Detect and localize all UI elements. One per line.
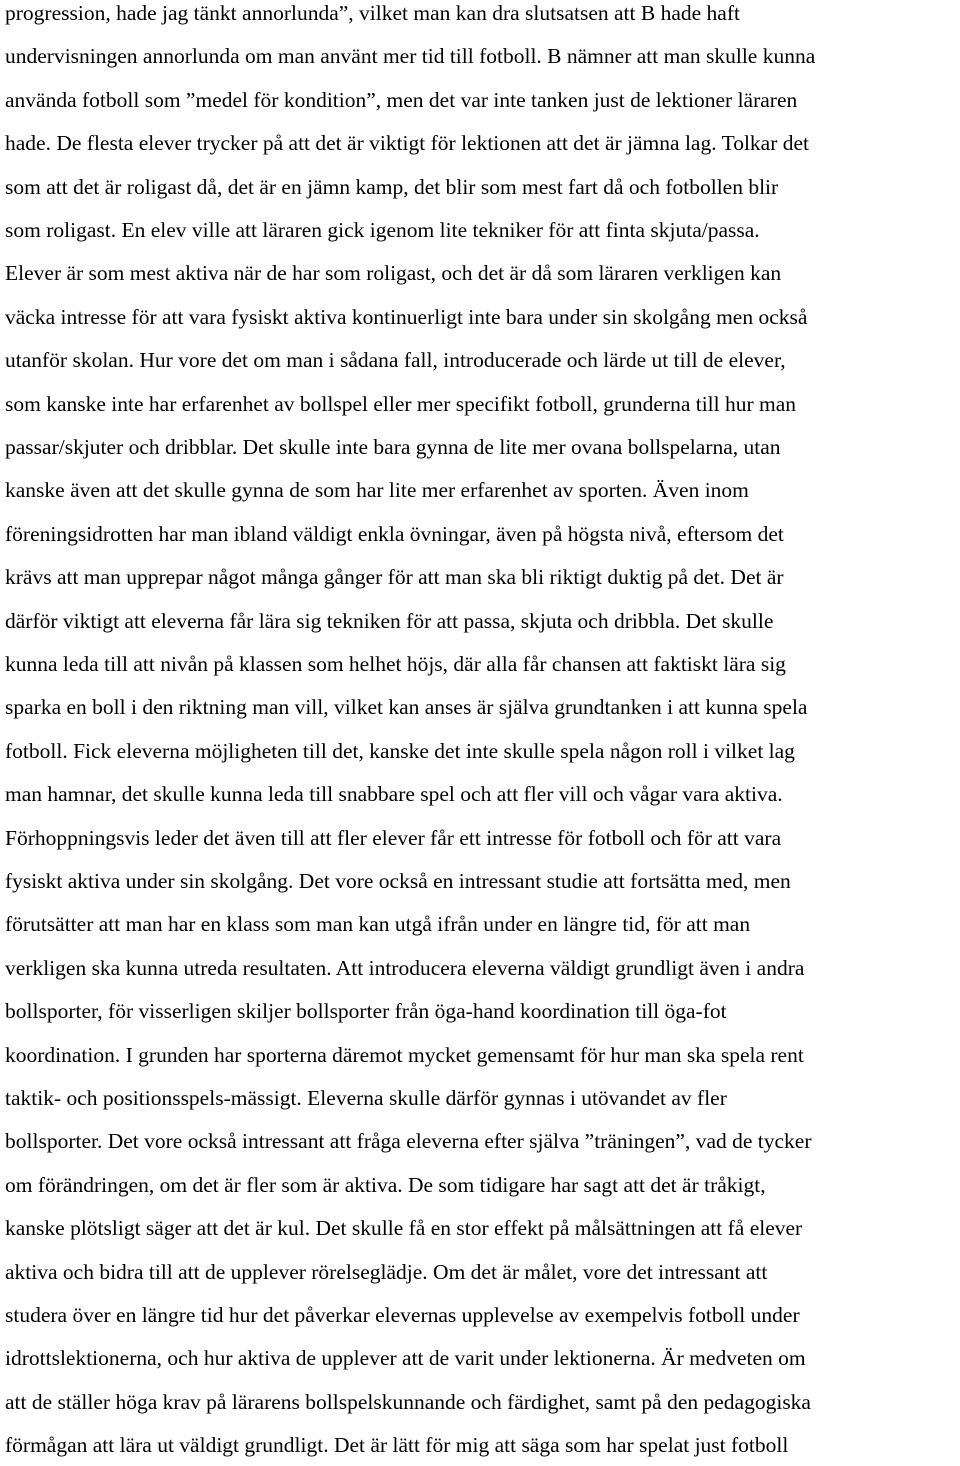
text-line: bollsporter. Det vore också intressant att fråga eleverna efter själva ”träningen”, vad de tycker	[5, 1129, 812, 1154]
text-line: kanske även att det skulle gynna de som har lite mer erfarenhet av sporten. Även inom	[5, 478, 749, 503]
text-line: föreningsidrotten har man ibland väldigt enkla övningar, även på högsta nivå, eftersom det	[5, 521, 784, 546]
text-line: koordination. I grunden har sporterna däremot mycket gemensamt för hur man ska spela rent	[5, 1042, 804, 1067]
text-line: fysiskt aktiva under sin skolgång. Det vore också en intressant studie att fortsätta med, men	[5, 869, 791, 893]
text-line: studera över en längre tid hur det påverkar elevernas upplevelse av exempelvis fotboll under	[5, 1303, 800, 1327]
text-line: förutsätter att man har en klass som man kan utgå ifrån under en längre tid, för att man	[5, 912, 751, 937]
text-line: man hamnar, det skulle kunna leda till snabbare spel och att fler vill och vågar vara aktiva.	[5, 782, 783, 807]
text-line: kunna leda till att nivån på klassen som helhet höjs, där alla får chansen att faktiskt lära sig	[5, 652, 786, 676]
text-line: undervisningen annorlunda om man använt mer tid till fotboll. B nämner att man skulle kunna	[5, 44, 816, 69]
text-line: verkligen ska kunna utreda resultaten. Att introducera eleverna väldigt grundligt även i andra	[5, 955, 805, 980]
text-line: som att det är roligast då, det är en jämn kamp, det blir som mest fart då och fotbollen blir	[5, 174, 779, 199]
text-line: krävs att man upprepar något många gånger för att man ska bli riktigt duktig på det. Det är	[5, 565, 784, 590]
text-line: Förhoppningsvis leder det även till att fler elever får ett intresse för fotboll och för att vara	[5, 825, 782, 850]
text-line: väcka intresse för att vara fysiskt aktiva kontinuerligt inte bara under sin skolgång men också	[5, 304, 808, 329]
text-line: hade. De flesta elever trycker på att det är viktigt för lektionen att det är jämna lag. Tolkar det	[5, 131, 810, 156]
text-line: sparka en boll i den riktning man vill, vilket kan anses är själva grundtanken i att kunna spela	[5, 695, 808, 720]
text-line: som kanske inte har erfarenhet av bollspel eller mer specifikt fotboll, grunderna till hur man	[5, 391, 797, 416]
text-line: som roligast. En elev ville att läraren gick igenom lite tekniker för att finta skjuta/passa.	[5, 218, 760, 242]
text-line: om förändringen, om det är fler som är aktiva. De som tidigare har sagt att det är tråkigt,	[5, 1172, 766, 1197]
text-line: progression, hade jag tänkt annorlunda”, vilket man kan dra slutsatsen att B hade haft	[5, 1, 740, 25]
text-line: kanske plötsligt säger att det är kul. Det skulle få en stor effekt på målsättningen att få elever	[5, 1216, 803, 1241]
text-line: taktik- och positionsspels-mässigt. Eleverna skulle därför gynnas i utövandet av fler	[5, 1086, 727, 1110]
text-line: därför viktigt att eleverna får lära sig tekniken för att passa, skjuta och dribbla. Det skulle	[5, 608, 774, 633]
text-line: fotboll. Fick eleverna möjligheten till det, kanske det inte skulle spela någon roll i vilket lag	[5, 738, 795, 763]
text-line: aktiva och bidra till att de upplever rörelseglädje. Om det är målet, vore det intressant att	[5, 1259, 768, 1284]
text-line: förmågan att lära ut väldigt grundligt. Det är lätt för mig att säga som har spelat just fotboll	[5, 1433, 789, 1458]
text-line: att de ställer höga krav på lärarens bollspelskunnande och färdighet, samt på den pedagogiska	[5, 1389, 811, 1414]
text-line: använda fotboll som ”medel för kondition”, men det var inte tanken just de lektioner läraren	[5, 87, 798, 112]
text-line: passar/skjuter och dribblar. Det skulle inte bara gynna de lite mer ovana bollspelarna, utan	[5, 435, 781, 459]
text-line: bollsporter, för visserligen skiljer bollsporter från öga-hand koordination till öga-fot	[5, 999, 727, 1024]
text-line: Elever är som mest aktiva när de har som roligast, och det är då som läraren verkligen kan	[5, 261, 782, 286]
text-line: idrottslektionerna, och hur aktiva de upplever att de varit under lektionerna. Är medveten om	[5, 1346, 806, 1371]
text-line: utanför skolan. Hur vore det om man i sådana fall, introducerade och lärde ut till de elever,	[5, 348, 786, 373]
